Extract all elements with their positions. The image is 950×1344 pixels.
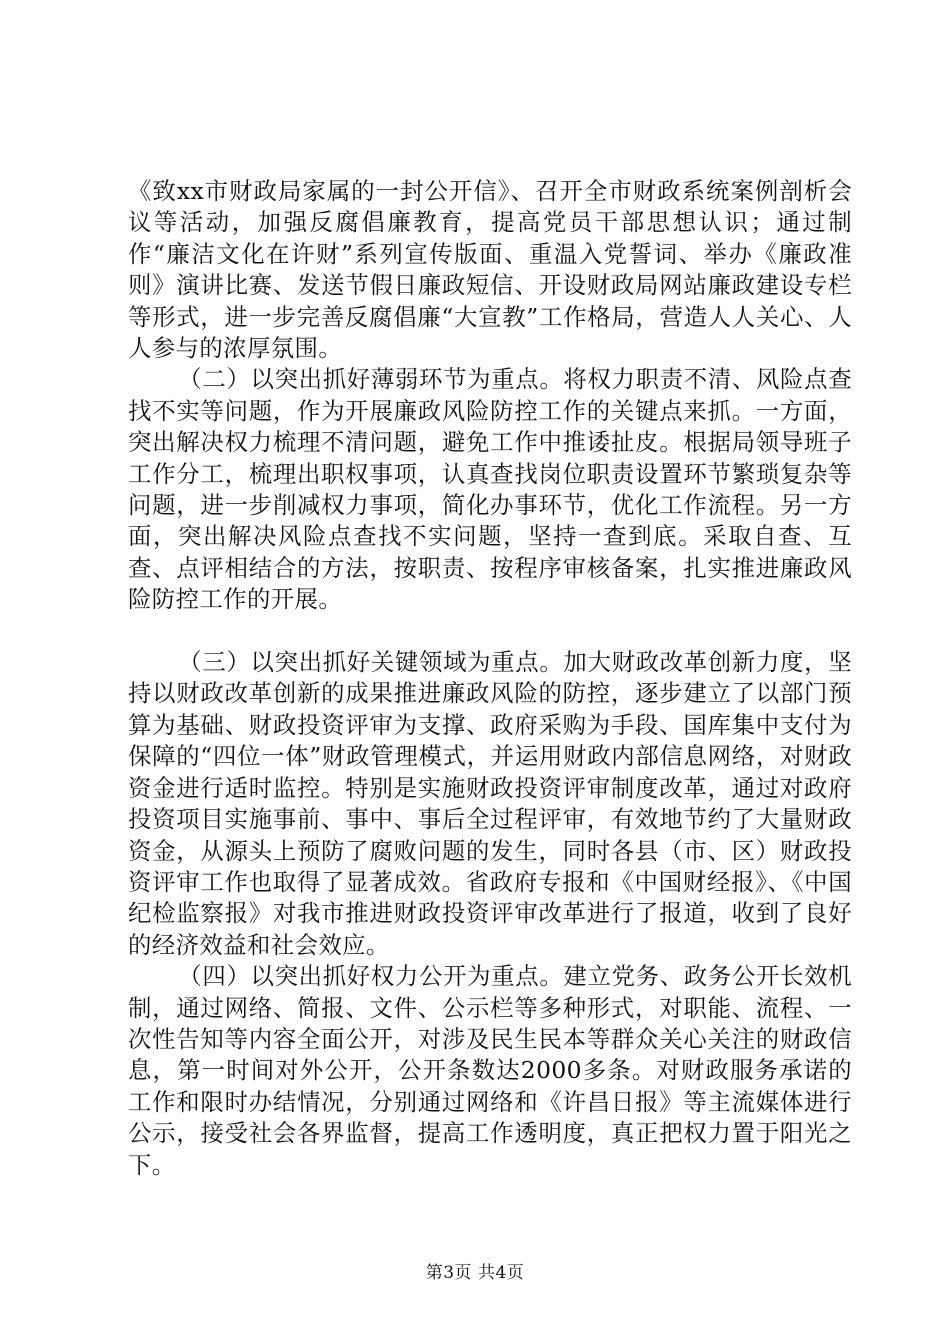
- paragraph-section-3: （三）以突出抓好关键领域为重点。加大财政改革创新力度，坚持以财政改革创新的成果推进廉政风险的防控，逐步建立了以部门预算为基础、财政投资评审为支撑、政府采购为手段、国库集中支付为保障的“四位一体”财政管理模式，并运用财政内部信息网络，对财政资金进行适时监控。特别是实施财政投资评审制度改革，通过对政府投资项目实施事前、事中、事后全过程评审，有效地节约了大量财政资金，从源头上预防了腐败问题的发生，同时各县（市、区）财政投资评审工作也取得了显著成效。省政府专报和《中国财经报》、《中国纪检监察报》对我市推进财政投资评审改革进行了报道，收到了良好的经济效益和社会效应。: [128, 648, 852, 959]
- paragraph-continuation: 《致xx市财政局家属的一封公开信》、召开全市财政系统案例剖析会议等活动，加强反腐倡廉教育，提高党员干部思想认识；通过制作“廉洁文化在许财”系列宣传版面、重温入党誓词、举办《廉政准则》演讲比赛、发送节假日廉政短信、开设财政局网站廉政建设专栏等形式，进一步完善反腐倡廉“大宣教”工作格局，营造人人关心、人人参与的浓厚氛围。: [128, 177, 852, 363]
- document-body: [128, 176, 852, 1181]
- paragraph-section-4: （四）以突出抓好权力公开为重点。建立党务、政务公开长效机制，通过网络、简报、文件、公示栏等多种形式，对职能、流程、一次性告知等内容全面公开，对涉及民生民本等群众关心关注的财政信息，第一时间对外公开，公开条数达2000多条。对财政服务承诺的工作和限时办结情况，分别通过网络和《许昌日报》等主流媒体进行公示，接受社会各界监督，提高工作透明度，真正把权力置于阳光之下。: [128, 962, 852, 1179]
- paragraph-section-2: （二）以突出抓好薄弱环节为重点。将权力职责不清、风险点查找不实等问题，作为开展廉政风险防控工作的关键点来抓。一方面，突出解决权力梳理不清问题，避免工作中推诿扯皮。根据局领导班子工作分工，梳理出职权事项，认真查找岗位职责设置环节繁琐复杂等问题，进一步削减权力事项，简化办事环节，优化工作流程。另一方面，突出解决风险点查找不实问题，坚持一查到底。采取自查、互查、点评相结合的方法，按职责、按程序审核备案，扎实推进廉政风险防控工作的开展。: [128, 365, 852, 614]
- page-footer: 第3页 共4页: [425, 1263, 525, 1283]
- paragraph-gap: [128, 616, 852, 647]
